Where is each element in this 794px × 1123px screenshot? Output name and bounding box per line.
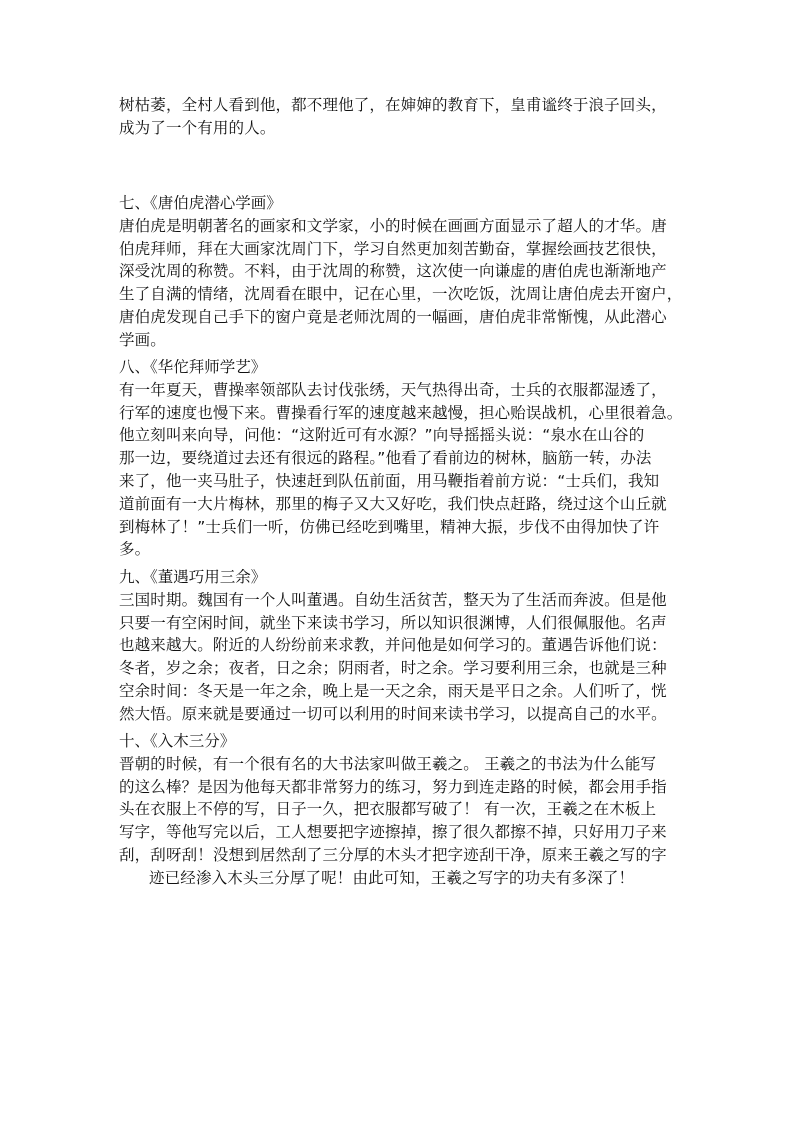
paragraph-line: 唐伯虎是明朝著名的画家和文学家，小的时候在画画方面显示了超人的才华。唐 xyxy=(119,216,667,235)
paragraph-line: 的这么棒？是因为他每天都非常努力的练习，努力到连走路的时候，都会用手指 xyxy=(119,777,667,796)
paragraph-line: 来了，他一夹马肚子，快速赶到队伍前面，用马鞭指着前方说：“士兵们，我知 xyxy=(119,471,660,490)
section-heading: 七、《唐伯虎潜心学画》 xyxy=(119,194,282,212)
paragraph-line: 生了自满的情绪，沈周看在眼中，记在心里，一次吃饭，沈周让唐伯虎去开窗户， xyxy=(119,285,683,304)
paragraph-line: 多。 xyxy=(119,540,151,559)
paragraph-line: 树枯萎，全村人看到他，都不理他了，在婶婶的教育下，皇甫谧终于浪子回头， xyxy=(119,96,667,114)
paragraph-line: 只要一有空闲时间，就坐下来读书学习，所以知识很渊博，人们很佩服他。名声 xyxy=(119,613,667,632)
paragraph-line: 行军的速度也慢下来。曹操看行军的速度越来越慢，担心贻误战机，心里很着急。 xyxy=(119,403,683,422)
paragraph-line: 伯虎拜师，拜在大画家沈周门下，学习自然更加刻苦勤奋，掌握绘画技艺很快， xyxy=(119,239,667,258)
paragraph-line: 头在衣服上不停的写，日子一久，把衣服都写破了！ 有一次，王羲之在木板上 xyxy=(119,800,657,819)
paragraph-line: 学画。 xyxy=(119,330,166,349)
section-heading: 九、《董遇巧用三余》 xyxy=(119,568,267,586)
paragraph-line: 晋朝的时候，有一个很有名的大书法家叫做王羲之。 王羲之的书法为什么能写 xyxy=(119,754,657,773)
section-8 xyxy=(119,356,683,561)
paragraph-line: 到梅林了！”士兵们一听，仿佛已经吃到嘴里，精神大振，步伐不由得加快了许 xyxy=(119,517,660,536)
section-heading: 十、《入木三分》 xyxy=(119,732,236,750)
paragraph-line: 他立刻叫来向导，问他：“这附近可有水源？”向导摇摇头说：“泉水在山谷的 xyxy=(119,426,645,445)
section-heading: 八、《华佗拜师学艺》 xyxy=(119,358,267,376)
paragraph-line: 刮，刮呀刮！没想到居然刮了三分厚的木头才把字迹刮干净，原来王羲之写的字 xyxy=(119,845,667,864)
paragraph-line: 道前面有一大片梅林，那里的梅子又大又好吃，我们快点赶路，绕过这个山丘就 xyxy=(119,494,667,513)
paragraph-line: 写字，等他写完以后，工人想要把字迹擦掉，擦了很久都擦不掉，只好用刀子来 xyxy=(119,823,667,842)
section-10 xyxy=(119,730,679,890)
section-7 xyxy=(119,192,683,352)
paragraph-line: 深受沈周的称赞。不料，由于沈周的称赞，这次使一向谦虚的唐伯虎也渐渐地产 xyxy=(119,262,667,281)
section-9 xyxy=(119,566,679,726)
paragraph-line: 那一边，要绕道过去还有很远的路程。”他看了看前边的树林，脑筋一转，办法 xyxy=(119,449,652,468)
paragraph-line: 三国时期。魏国有一个人叫董遇。自幼生活贫苦，整天为了生活而奔波。但是他 xyxy=(119,590,667,609)
paragraph-line: 也越来越大。附近的人纷纷前来求教，并问他是如何学习的。董遇告诉他们说： xyxy=(119,636,667,655)
paragraph-line: 空余时间：冬天是一年之余，晚上是一天之余，雨天是平日之余。人们听了，恍 xyxy=(119,681,667,700)
paragraph-line: 然大悟。原来就是要通过一切可以利用的时间来读书学习，以提高自己的水平。 xyxy=(119,704,667,723)
paragraph-line: 有一年夏天，曹操率领部队去讨伐张绣，天气热得出奇，士兵的衣服都湿透了， xyxy=(119,380,667,399)
paragraph-line: 成为了一个有用的人。 xyxy=(119,118,276,137)
intro-paragraph xyxy=(119,94,679,140)
paragraph-line: 唐伯虎发现自己手下的窗户竟是老师沈周的一幅画，唐伯虎非常惭愧，从此潜心 xyxy=(119,307,667,326)
paragraph-line: 迹已经渗入木头三分厚了呢！由此可知，王羲之写字的功夫有多深了！ xyxy=(149,868,635,887)
paragraph-line: 冬者，岁之余；夜者，日之余；阴雨者，时之余。学习要利用三余，也就是三种 xyxy=(119,659,667,678)
